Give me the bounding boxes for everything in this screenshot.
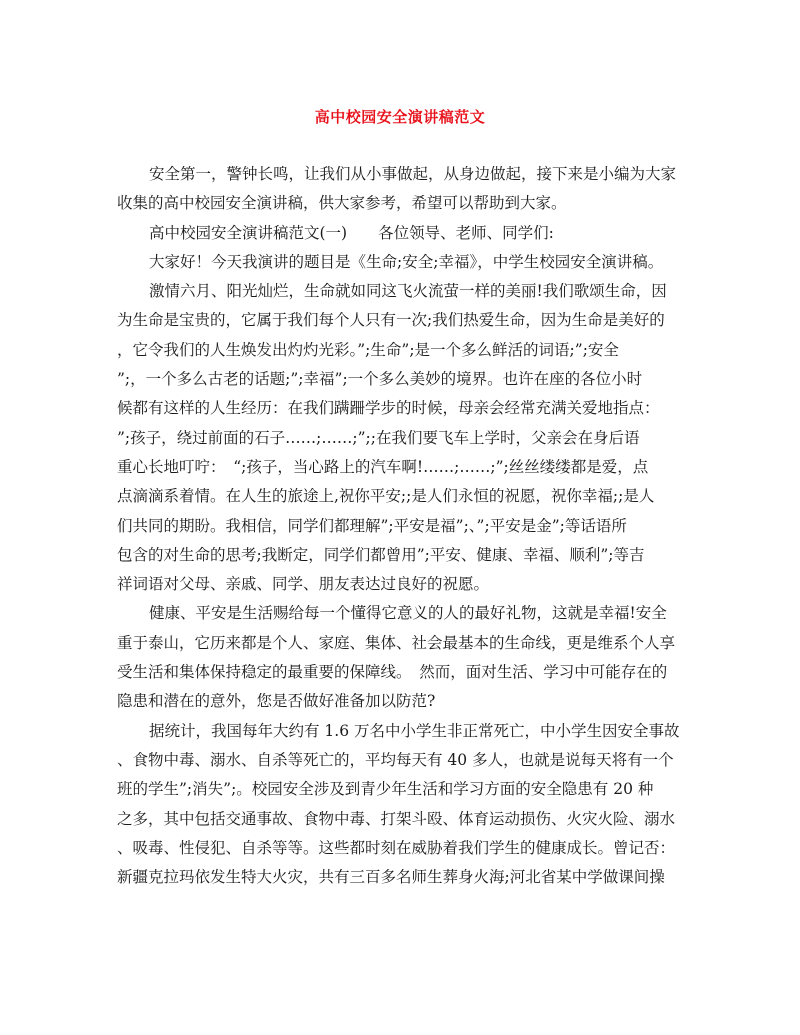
body-line: 高中校园安全演讲稿范文(一) 各位领导、老师、同学们:: [149, 223, 554, 242]
body-line: ，它令我们的人生焕发出灼灼光彩。”;生命”;是一个多么鲜活的词语;”;安全: [117, 340, 619, 359]
body-line: 重于泰山，它历来都是个人、家庭、集体、社会最基本的生命线，更是维系个人享: [117, 633, 676, 652]
document-title: 高中校园安全演讲稿范文: [314, 108, 486, 126]
body-line: 激情六月、阳光灿烂，生命就如同这飞火流萤一样的美丽!我们歌颂生命，因: [149, 282, 667, 301]
body-line: 们共同的期盼。我相信，同学们都理解”;平安是福”;、”;平安是金”;等话语所: [117, 516, 627, 535]
body-line: 班的学生”;消失”;。校园安全涉及到青少年生活和学习方面的安全隐患有 20 种: [117, 780, 654, 799]
body-line: 、吸毒、性侵犯、自杀等等。这些都时刻在威胁着我们学生的健康成长。曾记否：: [117, 838, 676, 857]
body-line: 重心长地叮咛： “;孩子，当心路上的汽车啊!……;……;”;丝丝缕缕都是爱，点: [117, 457, 649, 476]
body-line: 点滴滴系着情。在人生的旅途上,祝你平安;;是人们永恒的祝愿，祝你幸福;;是人: [117, 487, 655, 506]
body-line: 收集的高中校园安全演讲稿，供大家参考，希望可以帮助到大家。: [117, 194, 567, 213]
body-line: ”;孩子，绕过前面的石子……;……;”;;在我们要飞车上学时，父亲会在身后语: [117, 428, 640, 447]
body-line: 为生命是宝贵的，它属于我们每个人只有一次;我们热爱生命，因为生命是美好的: [117, 311, 665, 330]
body-line: 健康、平安是生活赐给每一个懂得它意义的人的最好礼物，这就是幸福!安全: [149, 604, 667, 623]
body-line: 、食物中毒、溺水、自杀等死亡的，平均每天有 40 多人，也就是说每天将有一个: [117, 750, 674, 769]
body-line: 受生活和集体保持稳定的最重要的保障线。 然而，面对生活、学习中可能存在的: [117, 663, 668, 682]
body-line: 安全第一，警钟长鸣，让我们从小事做起，从身边做起，接下来是小编为大家: [149, 165, 677, 183]
body-line: 候都有这样的人生经历：在我们蹒跚学步的时候，母亲会经常充满关爱地指点：: [117, 399, 660, 418]
body-line: 隐患和潜在的意外，您是否做好准备加以防范?: [117, 692, 436, 711]
body-line: ”;，一个多么古老的话题;”;幸福”;一个多么美妙的境界。也许在座的各位小时: [117, 370, 643, 389]
body-line: 之多，其中包括交通事故、食物中毒、打架斗殴、体育运动损伤、火灾火险、溺水: [117, 809, 676, 828]
body-line: 祥词语对父母、亲戚、同学、朋友表达过良好的祝愿。: [117, 575, 490, 594]
body-line: 大家好！今天我演讲的题目是《生命;安全;幸福》，中学生校园安全演讲稿。: [149, 252, 664, 271]
document-body: [117, 160, 689, 892]
body-line: 新疆克拉玛依发生特大火灾，共有三百多名师生葬身火海;河北省某中学做课间操: [117, 868, 665, 887]
body-line: 包含的对生命的思考;我断定，同学们都曾用”;平安、健康、幸福、顺利”;等吉: [117, 545, 645, 564]
body-line: 据统计，我国每年大约有 1.6 万名中小学生非正常死亡，中小学生因安全事故: [149, 721, 680, 740]
